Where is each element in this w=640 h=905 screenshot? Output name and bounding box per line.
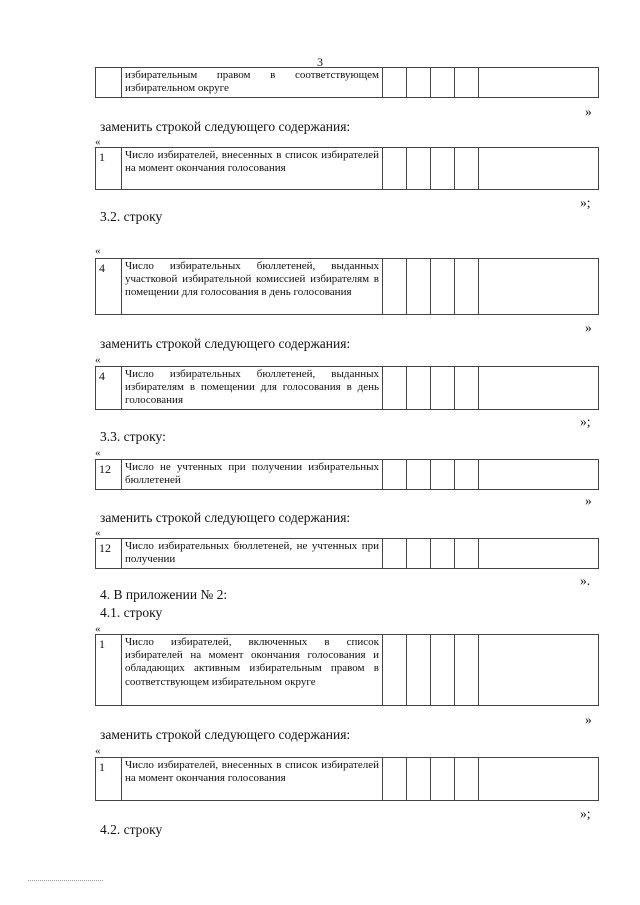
section-4-1: 4.1. строку — [100, 605, 163, 620]
table-row — [95, 67, 599, 98]
footer-divider — [28, 880, 103, 881]
row-number: 1 — [96, 148, 122, 190]
closing-quote: » — [585, 712, 592, 727]
replace-heading: заменить строкой следующего содержания: — [100, 119, 351, 134]
closing-quote: ». — [580, 573, 591, 588]
closing-quote: » — [585, 320, 592, 335]
closing-quote: »; — [580, 414, 591, 429]
table-row — [95, 634, 599, 706]
row-description: Число избирательных бюллетеней, не учтенных при получении — [122, 539, 383, 569]
row-description: Число избирательных бюллетеней, выданных избирателям в помещении для голосования в день голосования — [122, 367, 383, 410]
section-4: 4. В приложении № 2: — [100, 587, 228, 602]
replace-heading: заменить строкой следующего содержания: — [100, 510, 351, 525]
opening-quote: « — [95, 623, 101, 635]
table-row — [95, 366, 599, 410]
opening-quote: « — [95, 354, 101, 366]
opening-quote: « — [95, 245, 101, 257]
row-description: Число избирательных бюллетеней, выданных участковой избирательной комиссией избирателям в помещении для голосования в день голосования — [122, 259, 383, 315]
opening-quote: « — [95, 136, 101, 148]
closing-quote: »; — [580, 806, 591, 821]
opening-quote: « — [95, 447, 101, 459]
row-number: 12 — [96, 539, 122, 569]
row-description: Число избирателей, внесенных в список избирателей на момент окончания голосования — [122, 758, 383, 801]
opening-quote: « — [95, 745, 101, 757]
table-row — [95, 757, 599, 801]
row-description: избирательным правом в соответствующем избирательном округе — [122, 68, 383, 98]
row-number — [96, 68, 122, 98]
row-description: Число не учтенных при получении избирательных бюллетеней — [122, 460, 383, 490]
table-row — [95, 538, 599, 569]
closing-quote: » — [585, 493, 592, 508]
replace-heading: заменить строкой следующего содержания: — [100, 727, 351, 742]
row-number: 1 — [96, 635, 122, 706]
row-number: 4 — [96, 259, 122, 315]
section-3-3: 3.3. строку: — [100, 429, 166, 444]
section-4-2: 4.2. строку — [100, 822, 163, 837]
row-description: Число избирателей, внесенных в список избирателей на момент окончания голосования — [122, 148, 383, 190]
page-number: 3 — [317, 55, 323, 69]
table-row — [95, 459, 599, 490]
row-number: 1 — [96, 758, 122, 801]
row-number: 4 — [96, 367, 122, 410]
row-number: 12 — [96, 460, 122, 490]
section-3-2: 3.2. строку — [100, 209, 163, 224]
row-description: Число избирателей, включенных в список избирателей на момент окончания голосования и обладающих активным избирательным правом в соответствующем избирательном округе — [122, 635, 383, 706]
closing-quote: »; — [580, 195, 591, 210]
table-row — [95, 258, 599, 315]
closing-quote: » — [585, 104, 592, 119]
opening-quote: « — [95, 527, 101, 539]
replace-heading: заменить строкой следующего содержания: — [100, 336, 351, 351]
table-row — [95, 147, 599, 190]
